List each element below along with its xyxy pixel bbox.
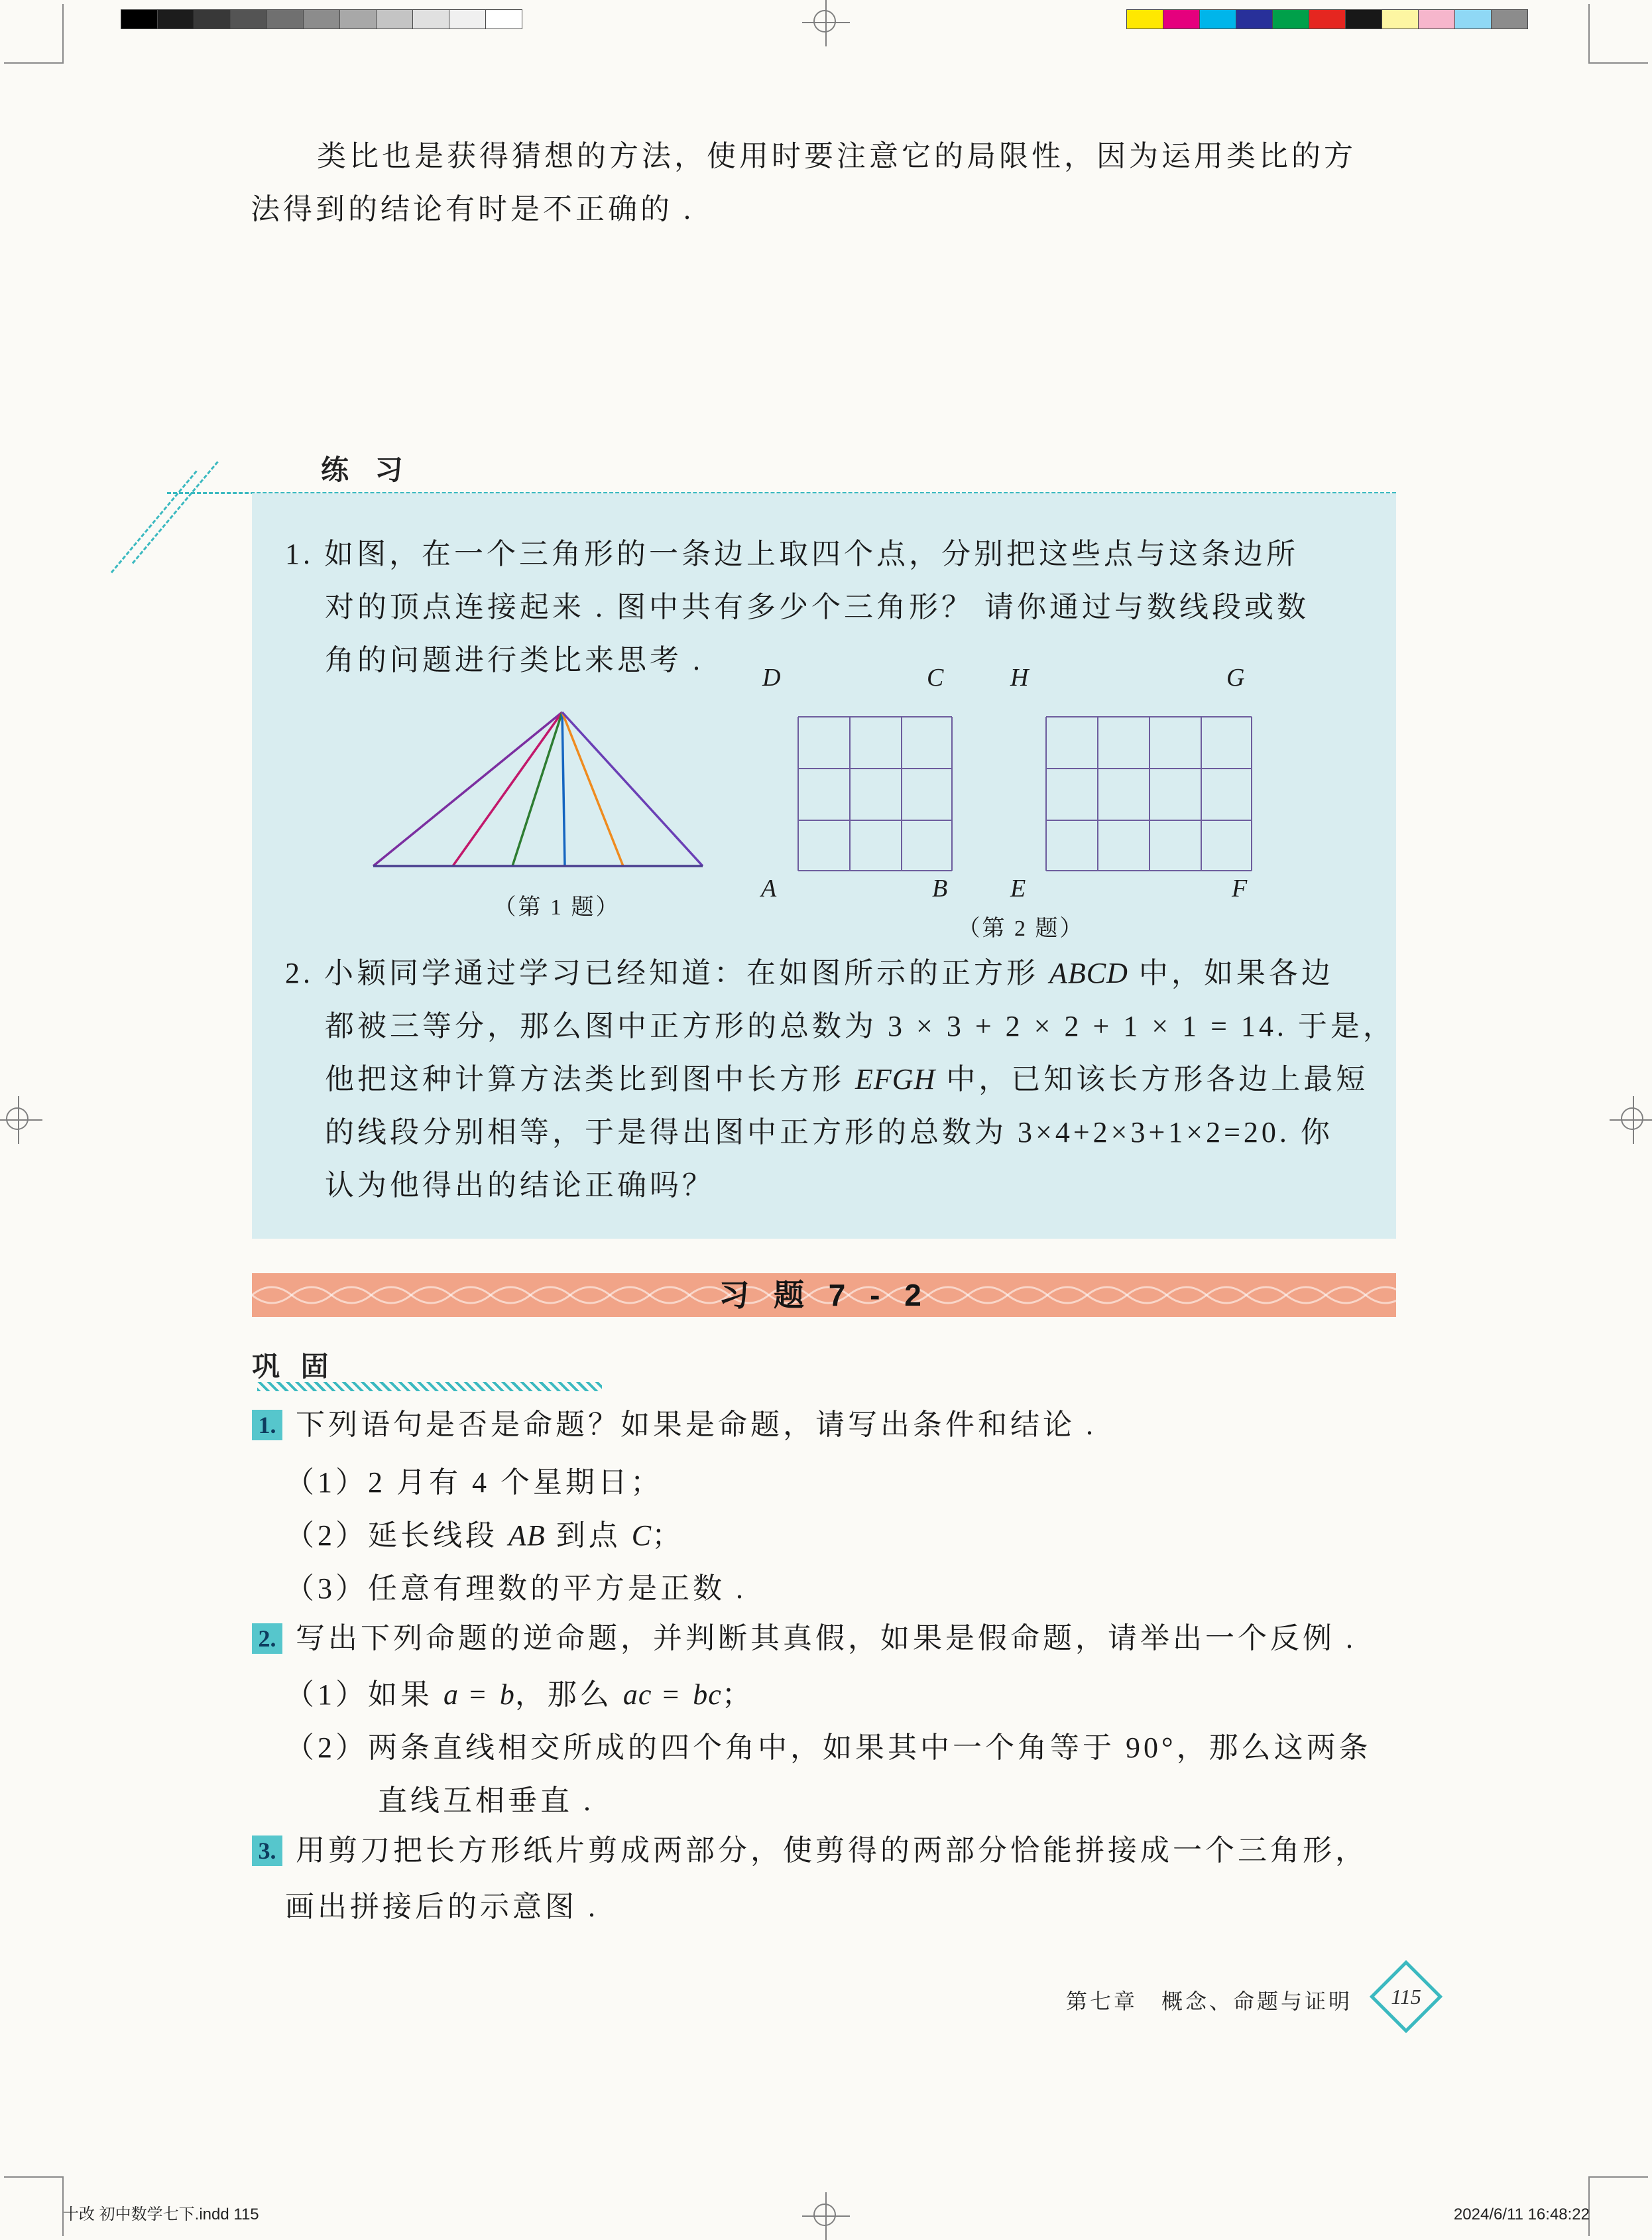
problem-number: 2.: [285, 957, 314, 989]
color-swatch: [121, 9, 158, 29]
rectangle-grid-figure: [1045, 716, 1252, 871]
practice-problem-2-line-4: 的线段分别相等，于是得出图中正方形的总数为 3×4+2×3+1×2=20. 你: [325, 1116, 1333, 1149]
page-number-diamond: [1367, 1958, 1445, 2036]
practice-box: [252, 493, 1396, 1239]
color-swatch: [1382, 9, 1419, 29]
registration-mark-icon: [802, 0, 850, 46]
figure-2-caption: （第 2 题）: [957, 916, 1085, 941]
grid2-label-E: E: [1010, 875, 1026, 902]
practice-problem-1-line-1: 1. 如图，在一个三角形的一条边上取四个点，分别把这些点与这条边所: [285, 538, 1299, 570]
problem-1-text: 下列语句是否是命题？如果是命题，请写出条件和结论 .: [296, 1408, 1096, 1441]
crop-mark-bottom-left-h: [4, 2176, 64, 2178]
color-swatch: [266, 9, 304, 29]
crop-mark-top-left-v: [62, 4, 64, 64]
problem-3-line-2: 画出拼接后的示意图 .: [285, 1891, 599, 1923]
color-swatch: [449, 9, 486, 29]
practice-problem-2-line-1: 2. 小颖同学通过学习已经知道：在如图所示的正方形 ABCD 中，如果各边: [285, 957, 1334, 989]
registration-mark-icon: [0, 1096, 42, 1144]
color-swatch: [1418, 9, 1455, 29]
problem-number: 1.: [285, 538, 314, 570]
intro-line-1: 类比也是获得猜想的方法，使用时要注意它的局限性，因为运用类比的方: [317, 140, 1356, 172]
color-swatch: [376, 9, 413, 29]
problem-2-sub-2: （2）两条直线相交所成的四个角中，如果其中一个角等于 90°，那么这两条: [285, 1731, 1372, 1764]
triangle-figure: [358, 699, 716, 875]
exercise-band: [252, 1273, 1396, 1317]
crop-mark-bottom-right-h: [1588, 2176, 1648, 2178]
color-swatch: [230, 9, 267, 29]
problem-1-sub-2: （2）延长线段 AB 到点 C；: [285, 1519, 685, 1552]
color-calibration-bar: [1127, 9, 1528, 29]
problem-3-number-badge: 3.: [252, 1836, 282, 1866]
registration-mark-icon: [1610, 1096, 1652, 1144]
grid1-label-D: D: [762, 664, 781, 692]
registration-mark-icon: [802, 2192, 850, 2240]
practice-diagonal-dash-1: [132, 461, 219, 564]
color-swatch: [1309, 9, 1346, 29]
grid1-label-B: B: [932, 875, 948, 902]
color-swatch: [339, 9, 377, 29]
color-swatch: [157, 9, 194, 29]
grid2-label-F: F: [1232, 875, 1248, 902]
print-footer-left: 十改 初中数学七下.indd 115: [63, 2206, 259, 2223]
problem-1-sub-1: （1）2 月有 4 个星期日；: [285, 1466, 663, 1499]
problem-2-number-badge: 2.: [252, 1623, 282, 1654]
consolidate-section-label: 巩 固: [252, 1351, 335, 1382]
crop-mark-top-left-h: [4, 62, 64, 64]
color-swatch: [1236, 9, 1273, 29]
grid1-label-A: A: [761, 875, 777, 902]
color-swatch: [485, 9, 522, 29]
color-swatch: [1345, 9, 1382, 29]
color-swatch: [303, 9, 340, 29]
intro-line-2: 法得到的结论有时是不正确的 .: [251, 193, 694, 225]
practice-problem-1-line-3: 角的问题进行类比来思考 .: [325, 644, 703, 676]
grid1-label-C: C: [927, 664, 944, 692]
figure-1-caption: （第 1 题）: [493, 895, 620, 920]
problem-2-sub-1: （1）如果 a = b，那么 ac = bc；: [285, 1678, 754, 1711]
practice-problem-1-line-2: 对的顶点连接起来 . 图中共有多少个三角形？ 请你通过与数线段或数: [325, 591, 1309, 623]
consolidate-hatch-underline: [257, 1382, 602, 1391]
square-grid-figure: [797, 716, 953, 871]
color-swatch: [1163, 9, 1200, 29]
exercise-band-title: 习 题 7 - 2: [719, 1278, 929, 1312]
practice-problem-2-line-2: 都被三等分，那么图中正方形的总数为 3 × 3 + 2 × 2 + 1 × 1 = 14. 于是，: [325, 1010, 1395, 1042]
practice-problem-2-line-5: 认为他得出的结论正确吗？: [325, 1169, 715, 1202]
grid2-label-G: G: [1226, 664, 1245, 692]
problem-3-text: 用剪刀把长方形纸片剪成两部分，使剪得的两部分恰能拼接成一个三角形，: [296, 1834, 1368, 1867]
grayscale-calibration-bar: [121, 9, 522, 29]
chapter-footer: 第七章 概念、命题与证明: [1065, 1989, 1352, 2013]
practice-problem-2-line-3: 他把这种计算方法类比到图中长方形 EFGH 中，已知该长方形各边上最短: [325, 1063, 1369, 1095]
problem-2-text: 写出下列命题的逆命题，并判断其真假，如果是假命题，请举出一个反例 .: [296, 1622, 1356, 1654]
crop-mark-top-right-v: [1588, 4, 1590, 64]
practice-diagonal-dash-2: [111, 470, 198, 573]
page-number: 115: [1391, 1984, 1421, 2009]
color-swatch: [1272, 9, 1309, 29]
problem-1-sub-3: （3）任意有理数的平方是正数 .: [285, 1572, 746, 1605]
color-swatch: [1491, 9, 1528, 29]
problem-2-sub-2-cont: 直线互相垂直 .: [378, 1784, 594, 1817]
grid2-label-H: H: [1010, 664, 1029, 692]
color-swatch: [1454, 9, 1492, 29]
color-swatch: [1126, 9, 1163, 29]
print-footer-right: 2024/6/11 16:48:22: [1453, 2206, 1590, 2223]
color-swatch: [194, 9, 231, 29]
color-swatch: [1199, 9, 1236, 29]
problem-1-number-badge: 1.: [252, 1410, 282, 1440]
practice-section-label: 练 习: [321, 454, 412, 485]
color-swatch: [412, 9, 449, 29]
crop-mark-top-right-h: [1588, 62, 1648, 64]
